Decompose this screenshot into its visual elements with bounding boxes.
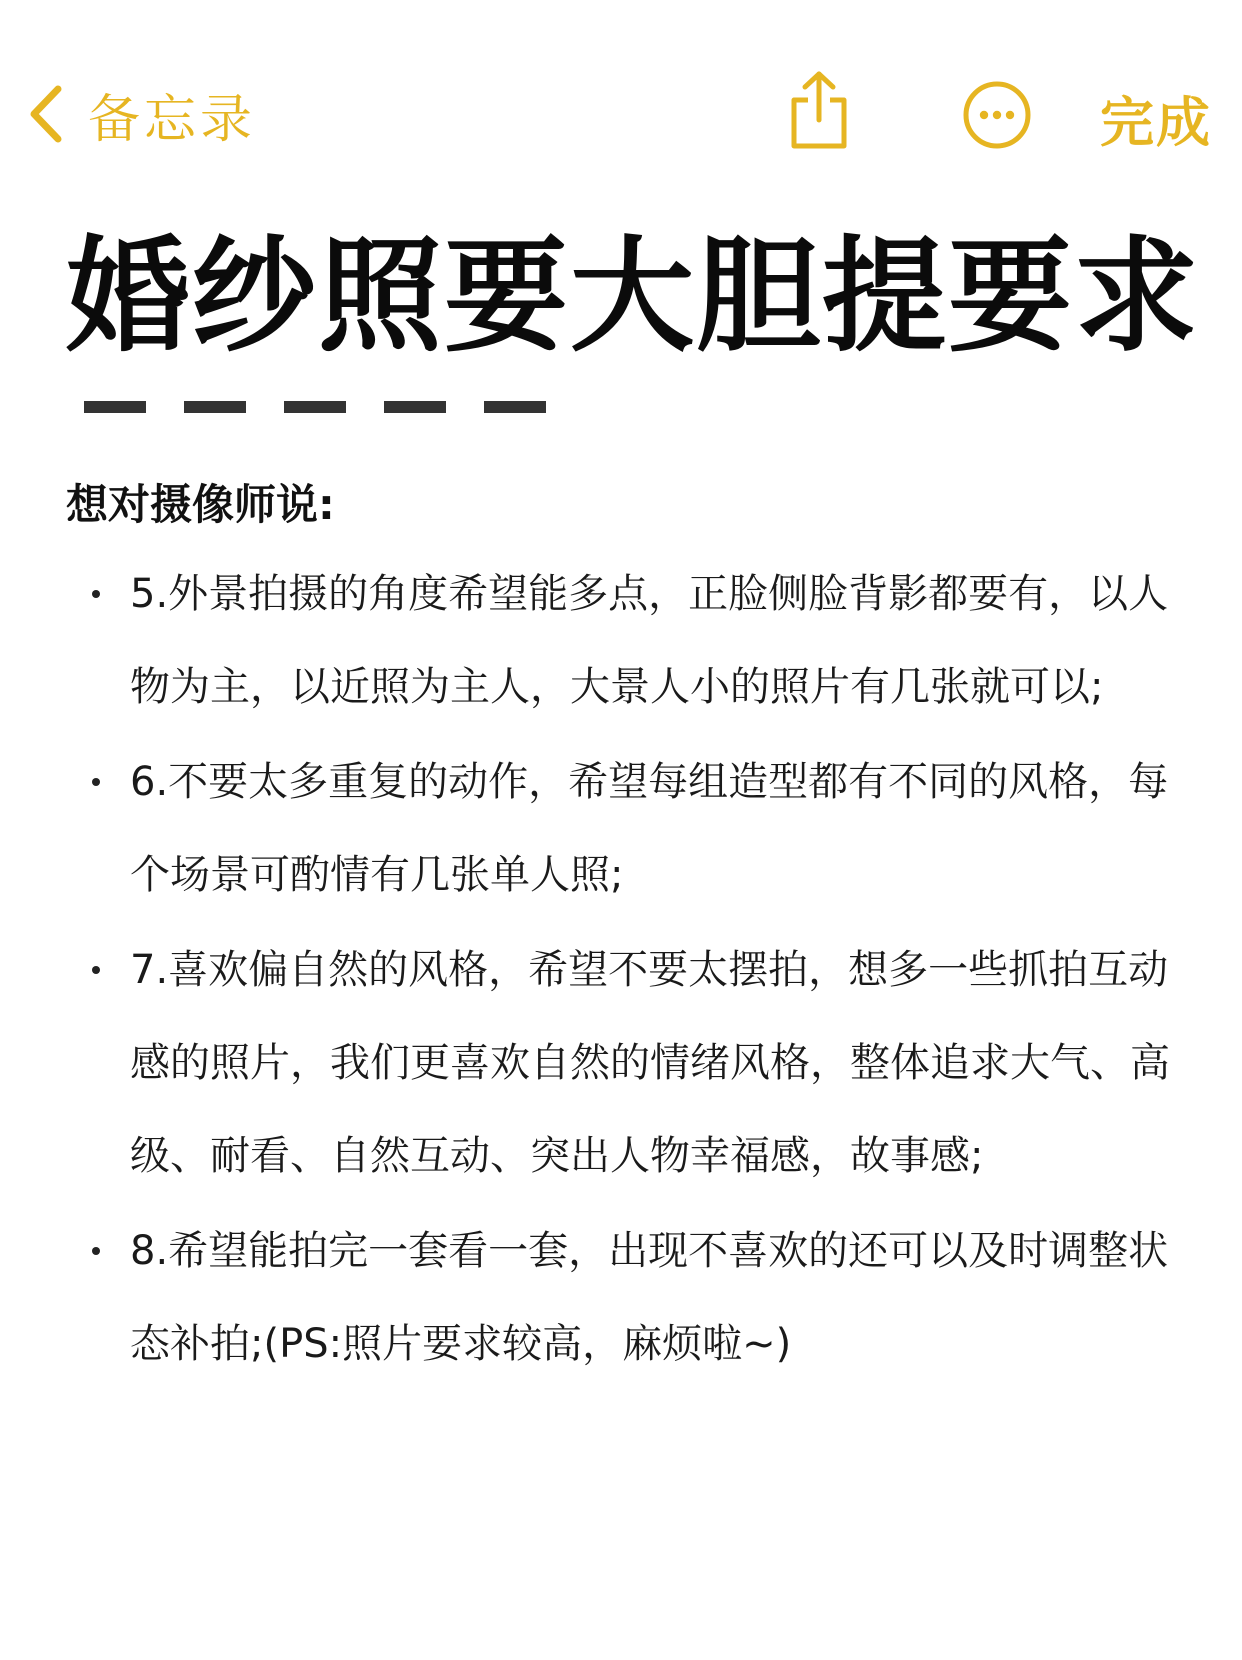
- list-item-text: 8.希望能拍完一套看一套，出现不喜欢的还可以及时调整状态补拍;(PS:照片要求较高，麻烦啦~): [130, 1228, 1169, 1367]
- dash-segment: [484, 401, 546, 413]
- back-label: 备忘录: [88, 89, 257, 150]
- note-title: 婚纱照要大胆提要求: [66, 225, 1201, 369]
- bullet-dot: [92, 1247, 100, 1255]
- list-item-text: 5.外景拍摄的角度希望能多点，正脸侧脸背影都要有，以人物为主，以近照为主人，大景人小的照片有几张就可以;: [130, 571, 1169, 710]
- dash-segment: [84, 401, 146, 413]
- dash-segment: [184, 401, 246, 413]
- chevron-left-icon: [28, 85, 64, 143]
- dash-divider: [84, 401, 584, 413]
- bullet-dot: [92, 590, 100, 598]
- dash-segment: [284, 401, 346, 413]
- list-item: [86, 548, 1176, 734]
- list-item: [86, 1205, 1176, 1391]
- dash-segment: [384, 401, 446, 413]
- list-item: [86, 924, 1176, 1203]
- navigation-bar: [0, 0, 1242, 190]
- back-button[interactable]: [28, 78, 256, 150]
- share-button[interactable]: [786, 70, 852, 152]
- section-heading: 想对摄像师说:: [66, 480, 335, 529]
- list-item-text: 7.喜欢偏自然的风格，希望不要太摆拍，想多一些抓拍互动感的照片，我们更喜欢自然的情绪风格，整体追求大气、高级、耐看、自然互动、突出人物幸福感，故事感;: [130, 947, 1170, 1179]
- note-bullet-list: [86, 548, 1176, 1393]
- bullet-dot: [92, 966, 100, 974]
- bullet-dot: [92, 778, 100, 786]
- more-options-button[interactable]: [962, 80, 1032, 150]
- list-item: [86, 736, 1176, 922]
- ellipsis-circle-icon: [962, 80, 1032, 150]
- share-icon: [786, 70, 852, 152]
- done-button[interactable]: 完成: [1100, 91, 1212, 154]
- list-item-text: 6.不要太多重复的动作，希望每组造型都有不同的风格，每个场景可酌情有几张单人照;: [130, 759, 1169, 898]
